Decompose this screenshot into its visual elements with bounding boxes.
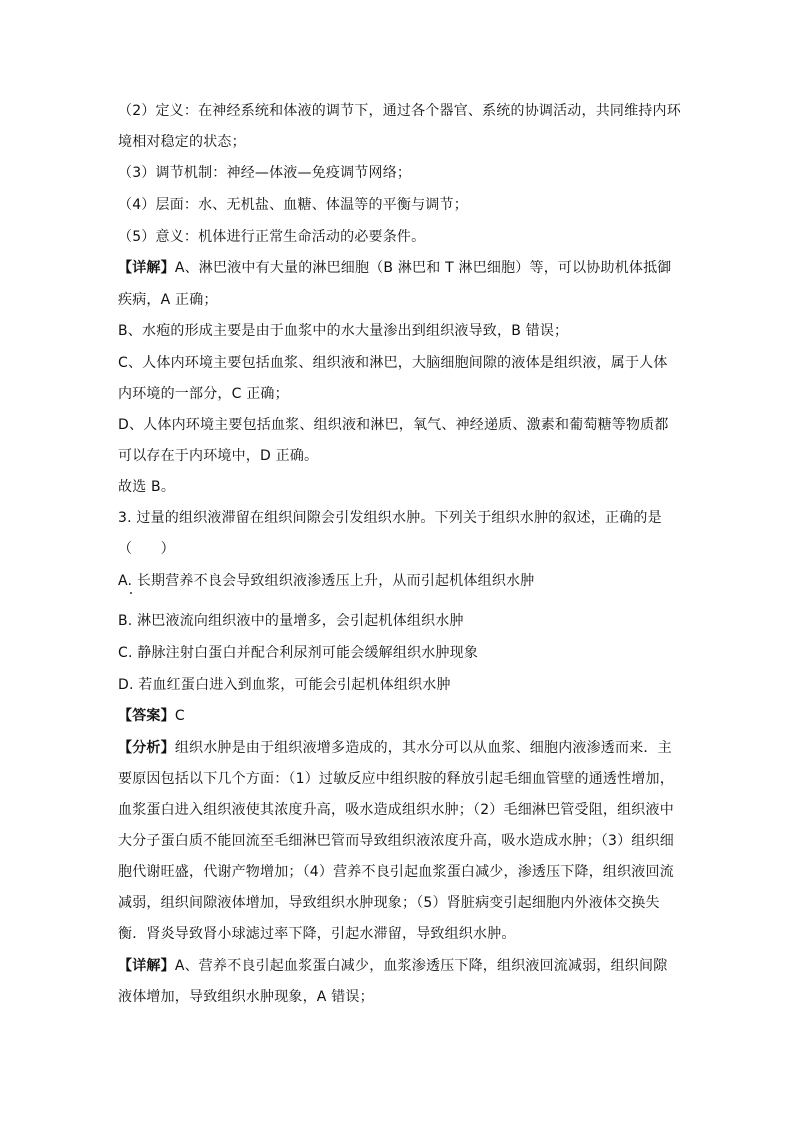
text-line: 血浆蛋白进入组织液使其浓度升高，吸水造成组织水肿；（2）毛细淋巴管受阻，组织液中 — [118, 802, 674, 818]
option-c: C. 静脉注射白蛋白并配合利尿剂可能会缓解组织水肿现象 — [118, 645, 479, 661]
text-line: （4）层面：水、无机盐、血糖、体温等的平衡与调节； — [118, 197, 468, 213]
section-label: 【详解】 — [118, 958, 175, 974]
option-b: B. 淋巴液流向组织液中的量增多，会引起机体组织水肿 — [118, 613, 464, 629]
text-line: 故选 B。 — [118, 479, 176, 495]
answer-blank: （ ） — [118, 541, 175, 557]
text-line: 液体增加，导致组织水肿现象，A 错误； — [118, 989, 374, 1005]
stray-mark — [130, 592, 132, 594]
text-line: （2）定义：在神经系统和体液的调节下，通过各个器官、系统的协调活动，共同维持内环 — [118, 103, 681, 119]
question-stem: 3. 过量的组织液滞留在组织间隙会引发组织水肿。下列关于组织水肿的叙述，正确的是 — [118, 510, 662, 526]
text-line: 【分析】组织水肿是由于组织液增多造成的，其水分可以从血浆、细胞内液渗透而来．主 — [118, 740, 672, 756]
text-line: B、水疱的形成主要是由于血浆中的水大量渗出到组织液导致，B 错误； — [118, 323, 569, 339]
section-label: 【详解】 — [118, 260, 175, 276]
text-line: 胞代谢旺盛，代谢产物增加；（4）营养不良引起血浆蛋白减少，渗透压下降，组织液回流 — [118, 864, 674, 880]
text-line: 衡．肾炎导致肾小球滤过率下降，引起水滞留，导致组织水肿。 — [118, 926, 516, 942]
option-d: D. 若血红蛋白进入到血浆，可能会引起机体组织水肿 — [118, 677, 451, 693]
text-line: （3）调节机制：神经—体液—免疫调节网络； — [118, 165, 412, 181]
section-label: 【分析】 — [118, 740, 175, 756]
text-line: 大分子蛋白质不能回流至毛细淋巴管而导致组织液浓度升高，吸水造成水肿；（3）组织细 — [118, 833, 674, 849]
text-line: 疾病，A 正确； — [118, 292, 218, 308]
text-line: 【详解】A、营养不良引起血浆蛋白减少，血浆渗透压下降，组织液回流减弱，组织间隙 — [118, 958, 668, 974]
text-line: 境相对稳定的状态； — [118, 134, 246, 150]
option-a: A. 长期营养不良会导致组织液渗透压上升，从而引起机体组织水肿 — [118, 573, 535, 589]
text-line: D、人体内环境主要包括血浆、组织液和淋巴，氧气、神经递质、激素和葡萄糖等物质都 — [118, 417, 669, 433]
text-line: 内环境的一部分，C 正确； — [118, 386, 289, 402]
text-line: 要原因包括以下几个方面：（1）过敏反应中组织胺的释放引起毛细血管壁的通透性增加， — [118, 771, 674, 787]
text-line: C、人体内环境主要包括血浆、组织液和淋巴，大脑细胞间隙的液体是组织液，属于人体 — [118, 355, 668, 371]
text-line: 减弱，组织间隙液体增加，导致组织水肿现象；（5）肾脏病变引起细胞内外液体交换失 — [118, 895, 660, 911]
text-line: 可以存在于内环境中，D 正确。 — [118, 448, 319, 464]
answer-line: 【答案】C — [118, 708, 185, 724]
text-line: 【详解】A、淋巴液中有大量的淋巴细胞（B 淋巴和 T 淋巴细胞）等，可以协助机体抵御 — [118, 260, 672, 276]
section-label: 【答案】 — [118, 708, 175, 724]
text-line: （5）意义：机体进行正常生命活动的必要条件。 — [118, 229, 426, 245]
